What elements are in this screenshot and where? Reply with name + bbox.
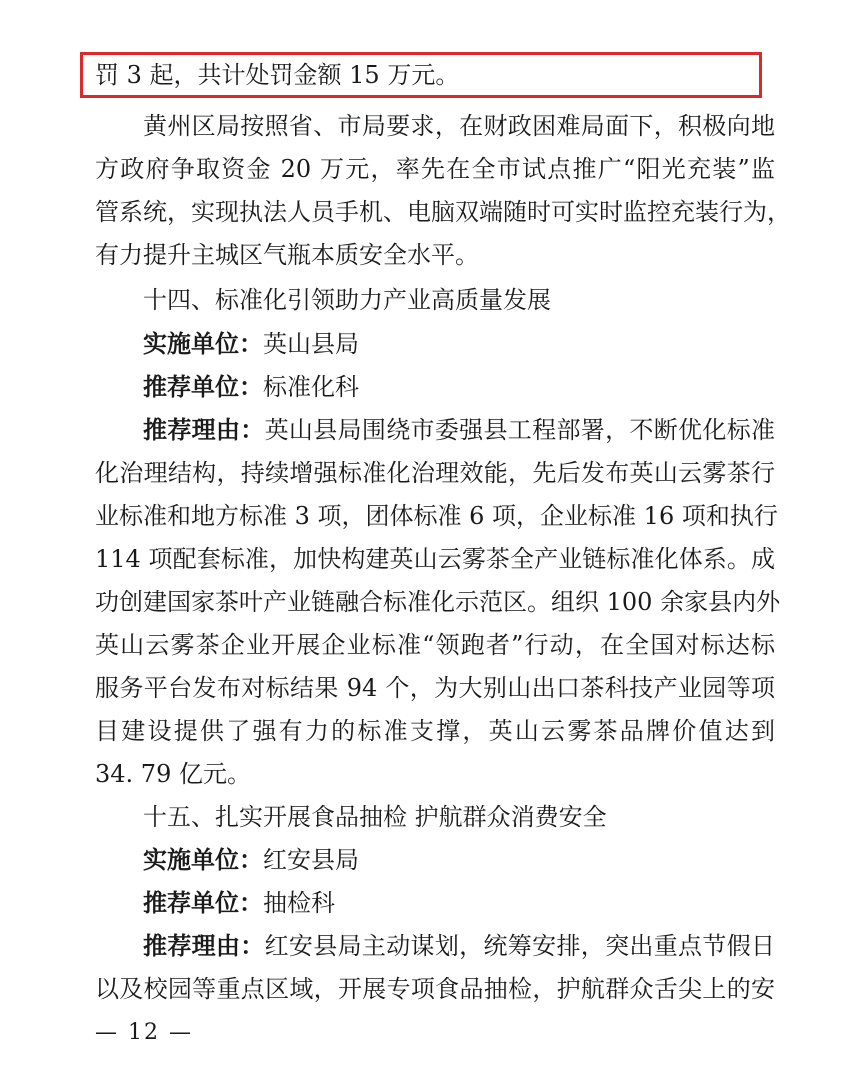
- field-label: 实施单位：: [143, 846, 263, 874]
- field-row: [143, 414, 775, 446]
- text-line: 化治理结构，持续增强标准化治理效能，先后发布英山云雾茶行: [95, 459, 775, 487]
- field-label: 推荐理由：: [143, 932, 265, 960]
- text-line: 114 项配套标准，加快构建英山云雾茶全产业链标准化体系。成: [95, 545, 775, 573]
- field-row: [143, 930, 775, 962]
- field-label: 实施单位：: [143, 330, 263, 358]
- text-line: 管系统，实现执法人员手机、电脑双端随时可实时监控充装行为，: [95, 198, 791, 226]
- field-value: 红安县局: [263, 846, 359, 874]
- field-label: 推荐单位：: [143, 889, 263, 917]
- field-row: [143, 887, 775, 919]
- field-value: 红安县局主动谋划，统筹安排，突出重点节假日: [264, 932, 776, 960]
- text-line: 英山云雾茶企业开展企业标准“领跑者”行动，在全国对标达标: [95, 631, 775, 659]
- field-label: 推荐理由：: [143, 416, 265, 444]
- field-row: [143, 844, 775, 876]
- text-line: 以及校园等重点区域，开展专项食品抽检，护航群众舌尖上的安: [95, 975, 775, 1003]
- section-heading: 十四、标准化引领助力产业高质量发展: [143, 286, 551, 314]
- section-heading: 十五、扎实开展食品抽检 护航群众消费安全: [143, 803, 607, 831]
- text-line: 罚 3 起，共计处罚金额 15 万元。: [95, 61, 460, 89]
- text-line: 业标准和地方标准 3 项，团体标准 6 项，企业标准 16 项和执行: [95, 502, 778, 530]
- text-line: 目建设提供了强有力的标准支撑，英山云雾茶品牌价值达到: [95, 717, 775, 745]
- text-line: 有力提升主城区气瓶本质安全水平。: [95, 241, 479, 269]
- text-line: 黄州区局按照省、市局要求，在财政困难局面下，积极向地: [143, 112, 775, 140]
- field-label: 推荐单位：: [143, 373, 263, 401]
- text-line: 方政府争取资金 20 万元，率先在全市试点推广“阳光充装”监: [95, 155, 775, 183]
- field-value: 英山县局围绕市委强县工程部署，不断优化标准: [264, 416, 776, 444]
- field-row: [143, 371, 775, 403]
- field-value: 抽检科: [263, 889, 335, 917]
- page-number: — 12 —: [95, 1020, 193, 1045]
- text-line: 功创建国家茶叶产业链融合标准化示范区。组织 100 余家县内外: [95, 588, 781, 616]
- field-value: 标准化科: [263, 373, 359, 401]
- field-value: 英山县局: [263, 330, 359, 358]
- text-line: 34. 79 亿元。: [95, 760, 251, 788]
- field-row: [143, 328, 775, 360]
- text-line: 服务平台发布对标结果 94 个，为大别山出口茶科技产业园等项: [95, 674, 775, 702]
